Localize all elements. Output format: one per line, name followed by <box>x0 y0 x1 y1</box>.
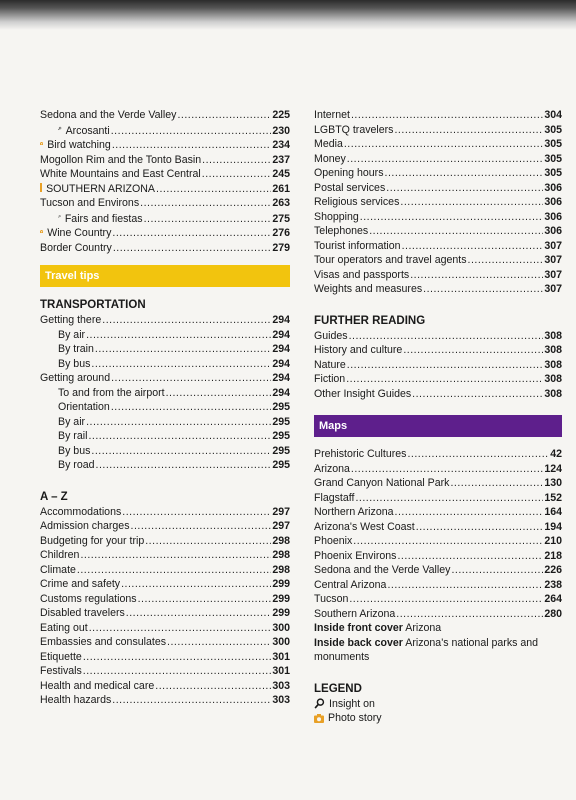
toc-entry-page: 307 <box>544 268 562 281</box>
dot-leader <box>451 563 543 578</box>
toc-entry-title: Eating out <box>40 621 88 634</box>
toc-entry <box>40 548 290 563</box>
dot-leader <box>126 606 272 621</box>
toc-entry <box>314 166 562 181</box>
dot-leader <box>122 505 271 520</box>
further-reading-heading: FURTHER READING <box>314 314 426 327</box>
camera-icon <box>314 714 324 723</box>
toc-entry-page: 307 <box>544 254 562 266</box>
dot-leader <box>416 520 544 535</box>
toc-entry-page: 294 <box>272 343 290 355</box>
toc-entry <box>40 693 290 708</box>
toc-entry-page: 264 <box>544 593 562 605</box>
travel-tips-banner: Travel tips <box>40 265 290 287</box>
toc-entry-title: Shopping <box>314 210 359 223</box>
toc-entry-title: Nature <box>314 358 346 371</box>
toc-entry-title: Customs regulations <box>40 592 137 605</box>
toc-entry-title: Weights and measures <box>314 283 423 295</box>
toc-entry-title: Disabled travelers <box>40 607 125 619</box>
toc-entry <box>40 138 290 153</box>
a-z-continued-list <box>314 108 562 297</box>
dot-leader <box>407 447 549 462</box>
toc-entry-title: Sedona and the Verde Valley <box>314 564 451 576</box>
toc-entry <box>314 387 562 402</box>
toc-entry-page: 276 <box>272 227 290 239</box>
back-cover-label: Inside back cover <box>314 636 403 649</box>
toc-entry <box>40 371 290 386</box>
toc-entry-page: 225 <box>272 109 290 121</box>
toc-entry <box>40 328 290 343</box>
toc-entry-page: 298 <box>272 549 290 561</box>
toc-entry <box>314 137 562 152</box>
toc-entry-title: By rail <box>58 430 88 442</box>
legend-photo-row <box>314 711 562 726</box>
toc-entry-title: Getting there <box>40 314 102 326</box>
dot-leader <box>410 268 543 283</box>
toc-entry-title: Sedona and the Verde Valley <box>40 109 177 121</box>
dot-leader <box>80 548 271 563</box>
toc-entry-page: 304 <box>544 109 562 121</box>
a-z-heading: A – Z <box>40 490 68 503</box>
toc-entry <box>40 505 290 520</box>
toc-entry-page: 308 <box>544 373 562 385</box>
toc-entry <box>314 358 562 373</box>
camera-icon <box>40 139 43 148</box>
toc-entry-page: 275 <box>272 212 290 225</box>
toc-entry-page: 294 <box>272 314 290 326</box>
toc-entry-page: 164 <box>544 506 562 518</box>
dot-leader <box>403 343 543 358</box>
a-z-list <box>40 505 290 708</box>
toc-entry-title: By road <box>58 459 95 471</box>
toc-entry-page: 234 <box>272 139 290 151</box>
dot-leader <box>177 108 271 123</box>
left-column <box>40 108 290 708</box>
dot-leader <box>131 519 272 534</box>
toc-entry-page: 279 <box>272 241 290 254</box>
toc-entry <box>40 108 290 123</box>
toc-entry-page: 297 <box>272 505 290 518</box>
left-top-entries <box>40 108 290 255</box>
toc-entry-page: 218 <box>544 549 562 562</box>
dot-leader <box>112 226 271 241</box>
toc-entry <box>314 592 562 607</box>
toc-entry-page: 226 <box>544 564 562 576</box>
dot-leader <box>402 239 544 254</box>
toc-entry-page: 300 <box>272 636 290 648</box>
toc-entry-page: 308 <box>544 329 562 342</box>
dot-leader <box>369 224 543 239</box>
dot-leader <box>155 679 271 694</box>
toc-entry-title: Arcosanti <box>65 124 110 137</box>
dot-leader <box>86 328 271 343</box>
toc-entry-title: Children <box>40 549 80 561</box>
dot-leader <box>113 241 271 256</box>
maps-list <box>314 447 562 621</box>
toc-entry-page: 238 <box>544 578 562 591</box>
toc-entry-title: Health hazards <box>40 694 112 706</box>
toc-entry <box>314 329 562 344</box>
toc-entry <box>40 458 290 473</box>
toc-entry <box>314 607 562 622</box>
toc-entry <box>40 606 290 621</box>
transportation-heading: TRANSPORTATION <box>40 299 146 311</box>
dot-leader <box>145 534 271 549</box>
toc-entry-page: 298 <box>272 534 290 547</box>
toc-entry-title: Crime and safety <box>40 578 121 590</box>
toc-entry-page: 299 <box>272 592 290 605</box>
toc-entry <box>314 372 562 387</box>
dot-leader <box>140 196 271 211</box>
toc-entry-page: 307 <box>544 283 562 295</box>
dot-leader <box>347 358 544 373</box>
dot-leader <box>86 415 271 430</box>
toc-entry-title: Climate <box>40 563 76 576</box>
toc-entry-title: Tucson and Environs <box>40 197 140 209</box>
dot-leader <box>351 108 543 123</box>
toc-entry <box>314 563 562 578</box>
dot-leader <box>397 549 543 564</box>
dot-leader <box>95 342 271 357</box>
toc-entry <box>40 635 290 650</box>
toc-entry-page: 297 <box>272 520 290 532</box>
toc-entry <box>314 152 562 167</box>
toc-entry-title: Etiquette <box>40 650 82 663</box>
dot-leader <box>166 386 272 401</box>
toc-entry <box>40 415 290 430</box>
toc-entry-page: 301 <box>272 650 290 663</box>
toc-entry-page: 194 <box>544 520 562 533</box>
toc-entry <box>40 664 290 679</box>
toc-entry-page: 124 <box>544 462 562 475</box>
dot-leader <box>111 371 271 386</box>
page-top-edge <box>0 0 576 30</box>
toc-entry <box>314 578 562 593</box>
toc-entry <box>40 592 290 607</box>
toc-entry-page: 295 <box>272 401 290 413</box>
toc-entry-title: Health and medical care <box>40 679 155 692</box>
dot-leader <box>394 123 543 138</box>
toc-entry <box>314 210 562 225</box>
toc-entry-title: Internet <box>314 109 350 121</box>
dot-leader <box>344 137 543 152</box>
insight-icon <box>314 698 325 709</box>
front-cover-line <box>314 621 562 636</box>
camera-icon <box>40 227 43 236</box>
toc-entry-page: 245 <box>272 168 290 180</box>
toc-entry-title: Tucson <box>314 593 349 605</box>
toc-entry <box>314 253 562 268</box>
dot-leader <box>121 577 271 592</box>
toc-entry <box>40 313 290 328</box>
toc-entry-title: White Mountains and East Central <box>40 168 201 180</box>
toc-entry-page: 305 <box>544 152 562 165</box>
toc-entry <box>40 386 290 401</box>
toc-entry-page: 263 <box>272 197 290 209</box>
toc-entry <box>40 563 290 578</box>
toc-entry-page: 294 <box>272 357 290 370</box>
toc-entry <box>314 447 562 462</box>
dot-leader <box>91 357 271 372</box>
toc-entry <box>40 679 290 694</box>
back-cover-text: Arizona's national parks and monuments <box>314 636 539 663</box>
dot-leader <box>347 152 544 167</box>
dot-leader <box>360 210 544 225</box>
legend-insight-label: Insight on <box>329 697 375 710</box>
dot-leader <box>386 181 543 196</box>
toc-entry-page: 294 <box>272 328 290 341</box>
toc-entry-title: Tourist information <box>314 239 401 252</box>
toc-entry <box>40 226 290 241</box>
dot-leader <box>353 534 543 549</box>
dot-leader <box>355 491 543 506</box>
toc-entry-title: Bird watching <box>47 139 111 151</box>
toc-entry-page: 306 <box>544 210 562 223</box>
toc-entry <box>314 462 562 477</box>
toc-entry <box>314 108 562 123</box>
toc-entry-page: 261 <box>272 182 290 195</box>
toc-entry-title: By bus <box>58 357 91 370</box>
further-reading-list <box>314 329 562 402</box>
dot-leader <box>349 592 543 607</box>
toc-entry-page: 303 <box>272 694 290 706</box>
dot-leader <box>412 387 543 402</box>
toc-entry-title: Phoenix Environs <box>314 549 397 562</box>
right-column <box>314 108 562 726</box>
toc-entry-title: Border Country <box>40 241 112 254</box>
toc-entry <box>40 211 290 227</box>
dot-leader <box>346 372 543 387</box>
dot-leader <box>83 664 272 679</box>
toc-entry-page: 295 <box>272 415 290 428</box>
toc-entry-title: Mogollon Rim and the Tonto Basin <box>40 153 202 166</box>
toc-entry-title: Money <box>314 152 346 165</box>
insight-icon <box>58 211 61 222</box>
toc-entry <box>314 239 562 254</box>
dot-leader <box>144 212 272 227</box>
dot-leader <box>112 693 271 708</box>
toc-entry-page: 298 <box>272 563 290 576</box>
toc-entry-title: Accommodations <box>40 505 122 518</box>
toc-entry-page: 42 <box>550 448 562 460</box>
toc-entry <box>40 650 290 665</box>
legend-insight-row <box>314 697 562 712</box>
toc-entry-page: 152 <box>544 491 562 504</box>
toc-entry-page: 308 <box>544 358 562 371</box>
dot-leader <box>167 635 271 650</box>
dot-leader <box>83 650 271 665</box>
dot-leader <box>400 195 543 210</box>
toc-entry <box>314 195 562 210</box>
toc-entry-title: Wine Country <box>47 227 112 239</box>
dot-leader <box>112 138 272 153</box>
toc-entry <box>40 577 290 592</box>
toc-entry-page: 295 <box>272 459 290 471</box>
toc-entry <box>40 444 290 459</box>
dot-leader <box>351 462 543 477</box>
toc-entry-title: Festivals <box>40 665 82 677</box>
toc-entry <box>314 491 562 506</box>
toc-entry-title: Arizona <box>314 462 350 475</box>
toc-entry-page: 305 <box>544 167 562 179</box>
toc-entry-page: 299 <box>272 578 290 590</box>
toc-entry <box>314 181 562 196</box>
toc-entry <box>314 549 562 564</box>
maps-banner: Maps <box>314 415 562 437</box>
toc-entry-title: By train <box>58 343 94 355</box>
toc-entry-page: 301 <box>272 665 290 677</box>
toc-entry-page: 130 <box>544 477 562 489</box>
toc-entry-title: SOUTHERN ARIZONA <box>46 182 155 195</box>
toc-entry-title: Postal services <box>314 181 386 194</box>
toc-entry <box>314 534 562 549</box>
toc-entry-page: 237 <box>272 153 290 166</box>
toc-entry-title: Phoenix <box>314 535 353 547</box>
toc-entry-page: 230 <box>272 124 290 137</box>
legend-photo-label: Photo story <box>328 712 382 724</box>
dot-leader <box>88 429 271 444</box>
toc-entry <box>40 167 290 182</box>
toc-entry-page: 307 <box>544 239 562 252</box>
toc-entry-page: 305 <box>544 123 562 136</box>
toc-entry <box>314 282 562 297</box>
toc-entry <box>40 182 290 197</box>
toc-entry-title: Religious services <box>314 196 400 208</box>
toc-entry-title: History and culture <box>314 344 403 356</box>
dot-leader <box>96 458 272 473</box>
dot-leader <box>395 505 544 520</box>
toc-entry-title: Orientation <box>58 401 110 413</box>
toc-entry <box>40 342 290 357</box>
dot-leader <box>450 476 543 491</box>
toc-entry-title: Embassies and consulates <box>40 636 167 648</box>
section-square-icon <box>40 183 42 192</box>
toc-entry <box>40 534 290 549</box>
toc-entry <box>40 357 290 372</box>
toc-entry <box>40 196 290 211</box>
toc-entry-page: 308 <box>544 344 562 356</box>
front-cover-text: Arizona <box>405 622 442 634</box>
transportation-list <box>40 313 290 473</box>
toc-entry-title: Opening hours <box>314 167 384 179</box>
toc-entry-title: Budgeting for your trip <box>40 534 145 547</box>
toc-entry-title: Media <box>314 138 343 150</box>
dot-leader <box>89 621 272 636</box>
toc-entry-page: 294 <box>272 372 290 384</box>
dot-leader <box>202 167 272 182</box>
toc-entry-title: To and from the airport <box>58 386 165 399</box>
toc-entry-title: Tour operators and travel agents <box>314 254 467 266</box>
toc-entry-page: 305 <box>544 138 562 150</box>
dot-leader <box>102 313 271 328</box>
toc-entry <box>40 429 290 444</box>
toc-entry <box>314 505 562 520</box>
toc-entry <box>40 519 290 534</box>
toc-entry-title: Getting around <box>40 372 111 384</box>
toc-entry-title: LGBTQ travelers <box>314 123 394 136</box>
toc-entry-title: Grand Canyon National Park <box>314 477 450 489</box>
dot-leader <box>202 153 271 168</box>
toc-entry <box>40 400 290 415</box>
toc-entry <box>40 241 290 256</box>
dot-leader <box>385 166 544 181</box>
toc-entry-page: 299 <box>272 607 290 619</box>
dot-leader <box>387 578 543 593</box>
dot-leader <box>423 282 543 297</box>
dot-leader <box>468 253 544 268</box>
toc-entry-title: Fairs and fiestas <box>64 212 143 225</box>
toc-entry <box>314 476 562 491</box>
toc-entry-title: Fiction <box>314 373 346 385</box>
toc-entry-title: Flagstaff <box>314 491 355 504</box>
toc-entry-page: 303 <box>272 679 290 692</box>
dot-leader <box>91 444 271 459</box>
back-cover-line <box>314 636 562 665</box>
toc-entry-title: Guides <box>314 329 348 342</box>
toc-entry-title: By bus <box>58 444 91 457</box>
insight-icon <box>58 123 62 134</box>
toc-entry-page: 210 <box>544 535 562 547</box>
toc-entry-page: 300 <box>272 621 290 634</box>
toc-entry-title: Other Insight Guides <box>314 387 412 400</box>
front-cover-label: Inside front cover <box>314 622 403 634</box>
toc-entry <box>314 123 562 138</box>
dot-leader <box>111 124 272 139</box>
toc-entry-page: 295 <box>272 444 290 457</box>
dot-leader <box>349 329 544 344</box>
toc-entry-title: Visas and passports <box>314 268 410 281</box>
dot-leader <box>111 400 271 415</box>
toc-entry-page: 294 <box>272 386 290 399</box>
toc-entry-page: 308 <box>544 387 562 400</box>
toc-entry <box>40 621 290 636</box>
toc-entry-page: 306 <box>544 196 562 208</box>
toc-entry <box>40 153 290 168</box>
toc-entry <box>314 520 562 535</box>
toc-entry-title: Telephones <box>314 225 369 237</box>
toc-entry-page: 306 <box>544 225 562 237</box>
toc-entry-title: Prehistoric Cultures <box>314 448 407 460</box>
legend-heading: LEGEND <box>314 682 362 695</box>
dot-leader <box>77 563 271 578</box>
toc-entry <box>314 268 562 283</box>
dot-leader <box>396 607 543 622</box>
toc-entry-title: By air <box>58 328 86 341</box>
toc-entry-title: Southern Arizona <box>314 607 396 620</box>
toc-entry-page: 280 <box>544 607 562 620</box>
toc-entry <box>40 123 290 139</box>
toc-entry-title: Northern Arizona <box>314 506 394 518</box>
toc-entry <box>314 224 562 239</box>
toc-entry <box>314 343 562 358</box>
dot-leader <box>156 182 271 197</box>
toc-entry-title: By air <box>58 415 86 428</box>
toc-entry-page: 295 <box>272 430 290 442</box>
dot-leader <box>138 592 272 607</box>
toc-entry-title: Admission charges <box>40 520 130 532</box>
toc-entry-title: Arizona's West Coast <box>314 520 415 533</box>
toc-entry-page: 306 <box>544 181 562 194</box>
toc-entry-title: Central Arizona <box>314 578 387 591</box>
